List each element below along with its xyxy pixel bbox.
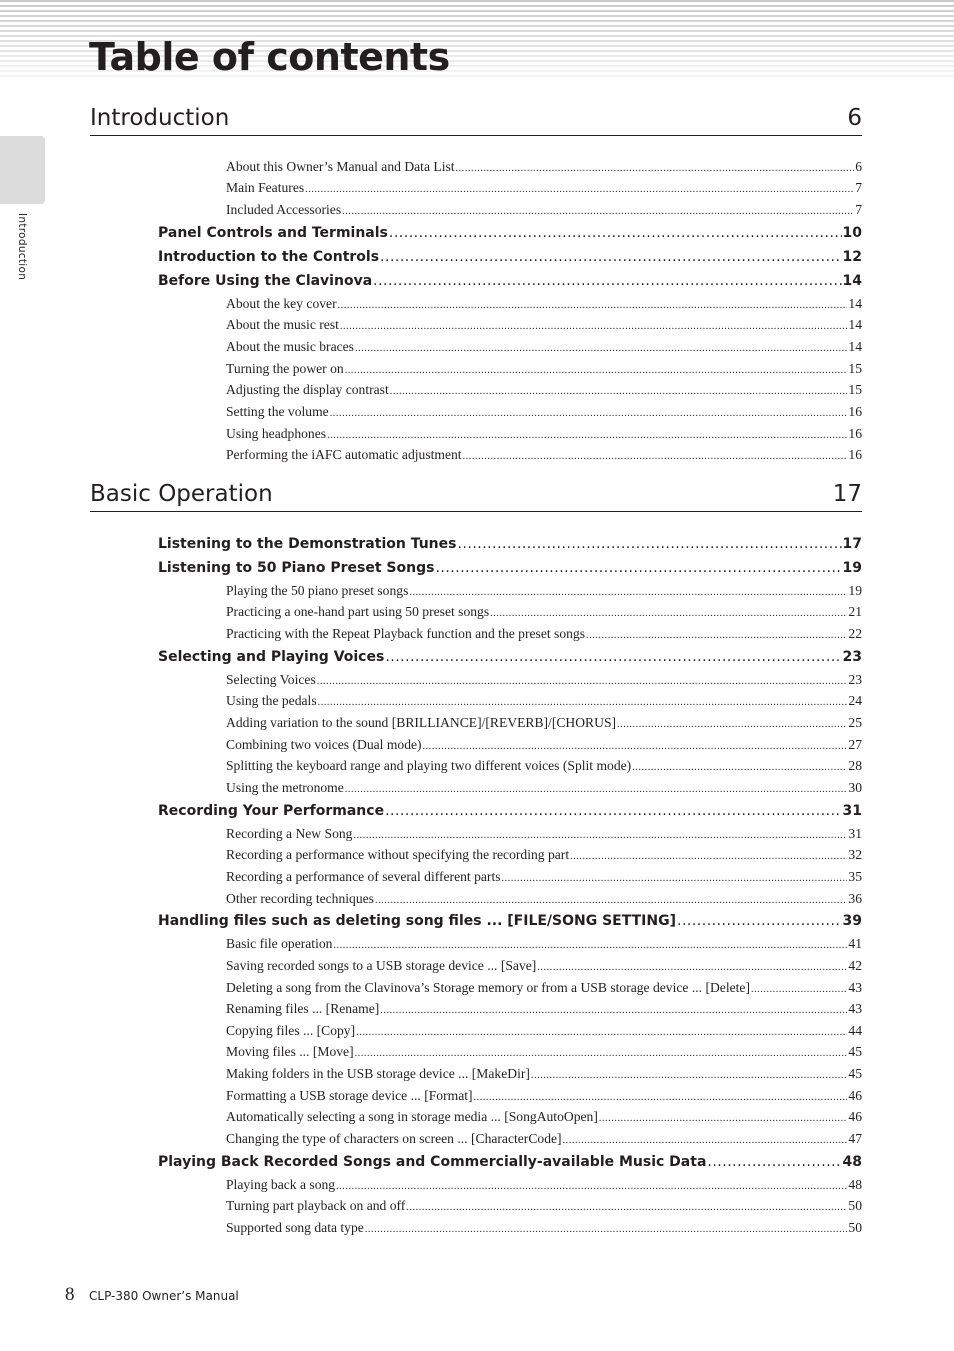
dot-leader — [373, 272, 841, 290]
entry-title: Turning part playback on and off — [226, 1198, 406, 1213]
dot-leader — [330, 405, 848, 422]
entry-page-number: 31 — [848, 826, 862, 841]
entry-title: Main Features — [226, 180, 305, 195]
entry-page-number: 46 — [848, 1109, 862, 1124]
dot-leader — [456, 160, 855, 177]
entry-title: Practicing with the Repeat Playback function and the preset songs — [226, 626, 586, 641]
entry-title: About the key cover — [226, 296, 337, 311]
toc-subentry[interactable] — [226, 295, 862, 314]
entry-title: Adding variation to the sound [BRILLIANCE]/[REVERB]/[CHORUS] — [226, 715, 617, 730]
entry-title: Splitting the keyboard range and playing two different voices (Split mode) — [226, 758, 632, 773]
dot-leader — [338, 297, 848, 314]
entry-page-number: 43 — [848, 1001, 862, 1016]
dot-leader — [435, 559, 841, 577]
toc-subentry[interactable] — [226, 736, 862, 755]
dot-leader — [537, 959, 847, 976]
dot-leader — [490, 605, 847, 622]
toc-subentry[interactable] — [226, 360, 862, 379]
toc-subentry[interactable] — [226, 779, 862, 798]
toc-subentry[interactable] — [226, 957, 862, 976]
entry-title: Recording a performance without specifying the recording part — [226, 847, 570, 862]
toc-chapter-entry[interactable] — [158, 248, 862, 266]
entry-page-number: 21 — [848, 604, 862, 619]
toc-subentry[interactable] — [226, 316, 862, 335]
dot-leader — [355, 340, 847, 357]
toc-subentry[interactable] — [226, 582, 862, 601]
dot-leader — [355, 1045, 848, 1062]
entry-page-number: 7 — [855, 202, 862, 217]
entry-title: Included Accessories — [226, 202, 342, 217]
dot-leader — [563, 1132, 848, 1149]
entry-title: Making folders in the USB storage device ... [MakeDir] — [226, 1066, 530, 1081]
dot-leader — [406, 1199, 847, 1216]
dot-leader — [385, 648, 841, 666]
toc-subentry[interactable] — [226, 179, 862, 198]
entry-page-number: 14 — [848, 296, 862, 311]
dot-leader — [342, 203, 854, 220]
toc-subentry[interactable] — [226, 446, 862, 465]
entry-title: Supported song data type — [226, 1220, 364, 1235]
entry-title: Using the metronome — [226, 780, 344, 795]
dot-leader — [385, 802, 841, 820]
entry-page-number: 14 — [848, 317, 862, 332]
entry-page-number: 50 — [848, 1220, 862, 1235]
entry-title: Changing the type of characters on screen ... [CharacterCode] — [226, 1131, 562, 1146]
entry-page-number: 36 — [848, 891, 862, 906]
entry-title: Automatically selecting a song in storage media ... [SongAutoOpen] — [226, 1109, 598, 1124]
entry-page-number: 31 — [842, 803, 862, 819]
entry-title: Formatting a USB storage device ... [Format] — [226, 1088, 473, 1103]
entry-page-number: 47 — [848, 1131, 862, 1146]
section-title: Introduction — [90, 105, 230, 131]
entry-title: Saving recorded songs to a USB storage device ... [Save] — [226, 958, 537, 973]
side-tab — [0, 136, 45, 204]
entry-title: Combining two voices (Dual mode) — [226, 737, 422, 752]
entry-title: About this Owner’s Manual and Data List — [226, 159, 455, 174]
entry-title: Handling files such as deleting song files ... [FILE/SONG SETTING] — [158, 913, 676, 929]
dot-leader — [336, 1178, 847, 1195]
entry-title: Playing Back Recorded Songs and Commercially-available Music Data — [158, 1154, 707, 1170]
entry-page-number: 23 — [848, 672, 862, 687]
section-heading-basic-operation[interactable] — [90, 480, 862, 512]
entry-title: Recording a performance of several different parts — [226, 869, 501, 884]
entry-page-number: 46 — [848, 1088, 862, 1103]
entry-title: Recording a New Song — [226, 826, 353, 841]
toc-chapter-entry[interactable] — [158, 559, 862, 577]
entry-title: Performing the iAFC automatic adjustment — [226, 447, 462, 462]
toc-subentry[interactable] — [226, 1176, 862, 1195]
dot-leader — [305, 181, 854, 198]
dot-leader — [318, 694, 848, 711]
toc-subentry[interactable] — [226, 1065, 862, 1084]
dot-leader — [340, 318, 848, 335]
toc-subentry[interactable] — [226, 338, 862, 357]
entry-title: Setting the volume — [226, 404, 329, 419]
dot-leader — [345, 781, 848, 798]
dot-leader — [586, 627, 847, 644]
toc-subentry[interactable] — [226, 425, 862, 444]
entry-page-number: 16 — [848, 426, 862, 441]
entry-title: Copying files ... [Copy] — [226, 1023, 356, 1038]
toc-subentry[interactable] — [226, 158, 862, 177]
entry-page-number: 14 — [848, 339, 862, 354]
page-title: Table of contents — [89, 35, 450, 79]
entry-page-number: 25 — [848, 715, 862, 730]
entry-page-number: 30 — [848, 780, 862, 795]
entry-page-number: 41 — [848, 936, 862, 951]
entry-page-number: 16 — [848, 447, 862, 462]
entry-title: Before Using the Clavinova — [158, 273, 373, 289]
toc-subentry[interactable] — [226, 1219, 862, 1238]
toc-subentry[interactable] — [226, 381, 862, 400]
dot-leader — [333, 937, 847, 954]
toc-subentry[interactable] — [226, 403, 862, 422]
toc-subentry[interactable] — [226, 979, 862, 998]
toc-subentry[interactable] — [226, 1022, 862, 1041]
toc-subentry[interactable] — [226, 1197, 862, 1216]
toc-subentry[interactable] — [226, 890, 862, 909]
dot-leader — [474, 1089, 848, 1106]
toc-subentry[interactable] — [226, 201, 862, 220]
toc-subentry[interactable] — [226, 671, 862, 690]
entry-page-number: 12 — [842, 249, 862, 265]
dot-leader — [751, 981, 847, 998]
toc-subentry[interactable] — [226, 846, 862, 865]
entry-page-number: 27 — [848, 737, 862, 752]
dot-leader — [353, 827, 847, 844]
entry-title: Basic file operation — [226, 936, 333, 951]
entry-title: Deleting a song from the Clavinova’s Storage memory or from a USB storage device ... [Delete] — [226, 980, 750, 995]
entry-title: Turning the power on — [226, 361, 344, 376]
toc-subentry[interactable] — [226, 625, 862, 644]
footer-page-number: 8 — [65, 1284, 75, 1305]
section-title: Basic Operation — [90, 481, 273, 507]
toc-subentry[interactable] — [226, 1043, 862, 1062]
toc-subentry[interactable] — [226, 1108, 862, 1127]
dot-leader — [356, 1024, 847, 1041]
entry-title: About the music rest — [226, 317, 339, 332]
entry-page-number: 50 — [848, 1198, 862, 1213]
section-heading-introduction[interactable] — [90, 104, 862, 136]
entry-title: Listening to 50 Piano Preset Songs — [158, 560, 435, 576]
entry-title: Playing the 50 piano preset songs — [226, 583, 409, 598]
toc-chapter-entry[interactable] — [158, 648, 862, 666]
dot-leader — [423, 738, 848, 755]
toc-chapter-entry[interactable] — [158, 535, 862, 553]
toc-chapter-entry[interactable] — [158, 1153, 862, 1171]
section-page: 17 — [832, 481, 862, 507]
dot-leader — [380, 1002, 847, 1019]
toc-subentry[interactable] — [226, 692, 862, 711]
entry-title: Recording Your Performance — [158, 803, 385, 819]
entry-page-number: 48 — [842, 1154, 862, 1170]
toc-chapter-entry[interactable] — [158, 912, 862, 930]
entry-page-number: 45 — [848, 1066, 862, 1081]
entry-page-number: 6 — [855, 159, 862, 174]
entry-page-number: 48 — [848, 1177, 862, 1192]
dot-leader — [457, 535, 841, 553]
entry-title: Introduction to the Controls — [158, 249, 380, 265]
entry-page-number: 16 — [848, 404, 862, 419]
dot-leader — [365, 1221, 848, 1238]
footer-manual-title: CLP-380 Owner’s Manual — [89, 1289, 239, 1303]
toc-subentry[interactable] — [226, 1087, 862, 1106]
entry-page-number: 42 — [848, 958, 862, 973]
entry-title: Moving files ... [Move] — [226, 1044, 354, 1059]
entry-page-number: 28 — [848, 758, 862, 773]
toc-subentry[interactable] — [226, 757, 862, 776]
dot-leader — [617, 716, 847, 733]
toc-subentry[interactable] — [226, 603, 862, 622]
dot-leader — [502, 870, 848, 887]
dot-leader — [390, 383, 848, 400]
entry-page-number: 15 — [848, 361, 862, 376]
entry-page-number: 24 — [848, 693, 862, 708]
entry-page-number: 19 — [848, 583, 862, 598]
entry-page-number: 45 — [848, 1044, 862, 1059]
entry-page-number: 19 — [842, 560, 862, 576]
dot-leader — [317, 673, 848, 690]
toc-subentry[interactable] — [226, 1130, 862, 1149]
entry-page-number: 15 — [848, 382, 862, 397]
dot-leader — [375, 892, 847, 909]
toc-subentry[interactable] — [226, 1000, 862, 1019]
entry-title: About the music braces — [226, 339, 354, 354]
entry-title: Selecting and Playing Voices — [158, 649, 385, 665]
entry-title: Selecting Voices — [226, 672, 316, 687]
toc-subentry[interactable] — [226, 825, 862, 844]
dot-leader — [677, 912, 842, 930]
dot-leader — [345, 362, 848, 379]
dot-leader — [632, 759, 847, 776]
dot-leader — [409, 584, 847, 601]
entry-page-number: 23 — [842, 649, 862, 665]
section-page: 6 — [847, 105, 862, 131]
entry-page-number: 7 — [855, 180, 862, 195]
toc-subentry[interactable] — [226, 868, 862, 887]
dot-leader — [327, 427, 847, 444]
entry-page-number: 43 — [848, 980, 862, 995]
dot-leader — [570, 848, 847, 865]
entry-title: Other recording techniques — [226, 891, 374, 906]
dot-leader — [380, 248, 841, 266]
toc-subentry[interactable] — [226, 935, 862, 954]
dot-leader — [531, 1067, 848, 1084]
toc-subentry[interactable] — [226, 714, 862, 733]
entry-page-number: 35 — [848, 869, 862, 884]
entry-page-number: 32 — [848, 847, 862, 862]
entry-page-number: 17 — [842, 536, 862, 552]
entry-title: Playing back a song — [226, 1177, 336, 1192]
entry-title: Using the pedals — [226, 693, 317, 708]
entry-page-number: 39 — [842, 913, 862, 929]
entry-title: Renaming files ... [Rename] — [226, 1001, 380, 1016]
entry-page-number: 22 — [848, 626, 862, 641]
side-tab-label: Introduction — [16, 213, 28, 281]
dot-leader — [463, 448, 848, 465]
entry-title: Listening to the Demonstration Tunes — [158, 536, 457, 552]
dot-leader — [389, 224, 842, 242]
entry-page-number: 44 — [848, 1023, 862, 1038]
entry-page-number: 10 — [842, 225, 862, 241]
dot-leader — [707, 1153, 841, 1171]
entry-title: Using headphones — [226, 426, 327, 441]
toc-chapter-entry[interactable] — [158, 224, 862, 242]
entry-title: Practicing a one-hand part using 50 preset songs — [226, 604, 490, 619]
entry-page-number: 14 — [842, 273, 862, 289]
dot-leader — [599, 1110, 848, 1127]
toc-chapter-entry[interactable] — [158, 802, 862, 820]
entry-title: Panel Controls and Terminals — [158, 225, 388, 241]
toc-chapter-entry[interactable] — [158, 272, 862, 290]
entry-title: Adjusting the display contrast — [226, 382, 389, 397]
